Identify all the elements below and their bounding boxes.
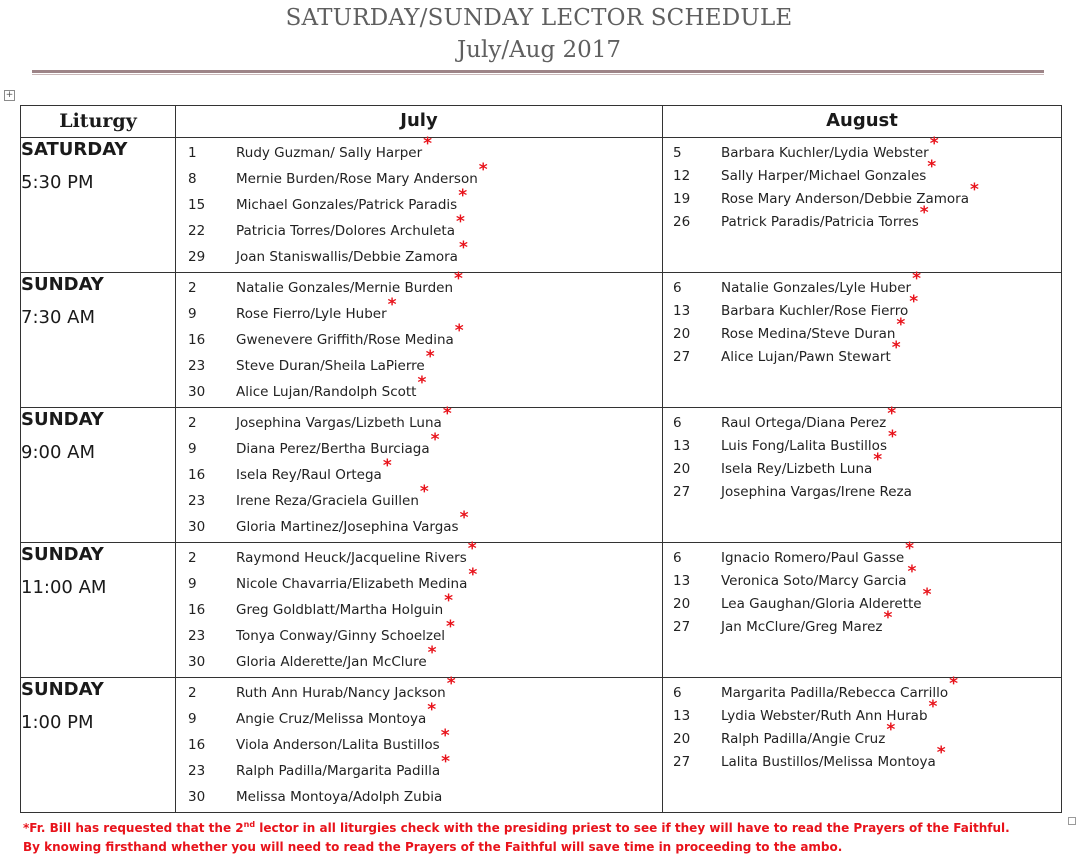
entry-date: 2 bbox=[188, 280, 197, 296]
entry-lectors: Alice Lujan/Pawn Stewart bbox=[721, 349, 891, 365]
august-assignments-cell bbox=[663, 539, 1062, 678]
lector-entry bbox=[176, 643, 662, 677]
prayers-of-faithful-asterisk: * bbox=[896, 315, 906, 335]
lector-entry bbox=[176, 674, 662, 708]
entry-date: 13 bbox=[673, 708, 691, 724]
prayers-of-faithful-asterisk: * bbox=[417, 373, 427, 393]
entry-lectors: Josephina Vargas/Irene Reza bbox=[721, 484, 912, 500]
prayers-of-faithful-asterisk: * bbox=[905, 539, 915, 559]
prayers-of-faithful-asterisk: * bbox=[936, 743, 946, 763]
lector-entry bbox=[176, 373, 662, 407]
prayers-of-faithful-asterisk: * bbox=[891, 338, 901, 358]
prayers-of-faithful-asterisk: * bbox=[907, 562, 917, 582]
lector-entry bbox=[176, 321, 662, 355]
lector-entry bbox=[663, 585, 1061, 616]
entry-lectors: Luis Fong/Lalita Bustillos bbox=[721, 438, 887, 454]
lector-entry bbox=[663, 203, 1061, 234]
prayers-of-faithful-asterisk: * bbox=[427, 643, 437, 663]
lector-entry bbox=[176, 752, 662, 786]
prayers-of-faithful-asterisk: * bbox=[456, 212, 465, 232]
entry-date: 6 bbox=[673, 685, 682, 701]
liturgy-day: SUNDAY bbox=[21, 679, 104, 700]
entry-date: 2 bbox=[188, 685, 197, 701]
liturgy-row bbox=[21, 678, 1062, 813]
entry-lectors: Natalie Gonzales/Lyle Huber bbox=[721, 280, 912, 296]
liturgy-cell bbox=[21, 138, 176, 273]
lector-entry bbox=[663, 539, 1061, 570]
lector-entry bbox=[663, 720, 1061, 751]
lector-entry bbox=[663, 292, 1061, 323]
entry-lectors: Gwenevere Griffith/Rose Medina bbox=[236, 332, 454, 348]
entry-lectors: Angie Cruz/Melissa Montoya bbox=[236, 711, 427, 727]
entry-date: 2 bbox=[188, 550, 197, 566]
august-assignments-cell bbox=[663, 134, 1062, 273]
prayers-of-faithful-asterisk: * bbox=[419, 482, 429, 502]
entry-lectors: Lydia Webster/Ruth Ann Hurab bbox=[721, 708, 928, 724]
prayers-of-faithful-asterisk: * bbox=[454, 269, 463, 289]
entry-date: 23 bbox=[188, 628, 206, 644]
entry-date: 2 bbox=[188, 415, 197, 431]
lector-entry bbox=[663, 608, 1061, 639]
entry-lectors: Steve Duran/Sheila LaPierre bbox=[236, 358, 425, 374]
entry-lectors: Rose Mary Anderson/Debbie Zamora bbox=[721, 191, 969, 207]
entry-lectors: Ralph Padilla/Angie Cruz bbox=[721, 731, 886, 747]
entry-lectors: Raul Ortega/Diana Perez bbox=[721, 415, 887, 431]
entry-date: 13 bbox=[673, 573, 691, 589]
table-resize-handle[interactable] bbox=[1068, 817, 1076, 825]
lector-entry bbox=[176, 565, 662, 599]
footnote-line-1: *Fr. Bill has requested that the 2nd lector in all liturgies check with the presiding priest to see if they will have to read the Prayers of the Faithful. bbox=[23, 820, 1010, 835]
lector-entry bbox=[663, 450, 1061, 481]
entry-date: 30 bbox=[188, 654, 206, 670]
lector-entry bbox=[176, 482, 662, 516]
liturgy-time: 1:00 PM bbox=[21, 712, 94, 733]
prayers-of-faithful-asterisk: * bbox=[458, 186, 468, 206]
entry-date: 30 bbox=[188, 789, 206, 805]
liturgy-time: 5:30 PM bbox=[21, 172, 94, 193]
entry-date: 9 bbox=[188, 711, 197, 727]
prayers-of-faithful-asterisk: * bbox=[425, 347, 435, 367]
liturgy-day: SUNDAY bbox=[21, 544, 104, 565]
entry-date: 23 bbox=[188, 358, 206, 374]
prayers-of-faithful-asterisk: * bbox=[446, 674, 456, 694]
liturgy-time: 7:30 AM bbox=[21, 307, 95, 328]
lector-entry bbox=[663, 674, 1061, 705]
entry-lectors: Rudy Guzman/ Sally Harper bbox=[236, 145, 423, 161]
lector-entry bbox=[176, 700, 662, 734]
lector-entry bbox=[176, 160, 662, 194]
entry-lectors: Margarita Padilla/Rebecca Carrillo bbox=[721, 685, 949, 701]
prayers-of-faithful-asterisk: * bbox=[927, 157, 937, 177]
entry-date: 30 bbox=[188, 384, 206, 400]
entry-date: 9 bbox=[188, 441, 197, 457]
prayers-of-faithful-asterisk: * bbox=[446, 617, 455, 637]
liturgy-day: SUNDAY bbox=[21, 274, 104, 295]
entry-date: 27 bbox=[673, 754, 691, 770]
entry-date: 13 bbox=[673, 438, 691, 454]
prayers-of-faithful-asterisk: * bbox=[459, 508, 469, 528]
liturgy-cell bbox=[21, 543, 176, 678]
prayers-of-faithful-asterisk: * bbox=[928, 697, 938, 717]
entry-lectors: Ruth Ann Hurab/Nancy Jackson bbox=[236, 685, 446, 701]
entry-date: 23 bbox=[188, 493, 206, 509]
prayers-of-faithful-asterisk: * bbox=[442, 404, 452, 424]
entry-date: 22 bbox=[188, 223, 206, 239]
prayers-of-faithful-asterisk: * bbox=[887, 404, 897, 424]
entry-lectors: Jan McClure/Greg Marez bbox=[721, 619, 883, 635]
entry-date: 30 bbox=[188, 519, 206, 535]
entry-date: 13 bbox=[673, 303, 691, 319]
entry-lectors: Ralph Padilla/Margarita Padilla bbox=[236, 763, 441, 779]
title-rule bbox=[32, 70, 1044, 73]
lector-entry bbox=[663, 697, 1061, 728]
entry-lectors: Patrick Paradis/Patricia Torres bbox=[721, 214, 919, 230]
august-assignments-cell bbox=[663, 404, 1062, 543]
prayers-of-faithful-asterisk: * bbox=[468, 565, 478, 585]
liturgy-time: 11:00 AM bbox=[21, 577, 107, 598]
entry-lectors: Irene Reza/Graciela Guillen bbox=[236, 493, 419, 509]
entry-date: 26 bbox=[673, 214, 691, 230]
entry-lectors: Michael Gonzales/Patrick Paradis bbox=[236, 197, 458, 213]
lector-entry bbox=[663, 338, 1061, 369]
prayers-of-faithful-asterisk: * bbox=[912, 269, 921, 289]
entry-date: 27 bbox=[673, 484, 691, 500]
entry-date: 6 bbox=[673, 550, 682, 566]
entry-date: 1 bbox=[188, 145, 197, 161]
entry-lectors: Greg Goldblatt/Martha Holguin bbox=[236, 602, 444, 618]
prayers-of-faithful-asterisk: * bbox=[949, 674, 959, 694]
entry-date: 16 bbox=[188, 737, 206, 753]
lector-entry bbox=[663, 315, 1061, 346]
entry-date: 6 bbox=[673, 415, 682, 431]
entry-date: 20 bbox=[673, 461, 691, 477]
lector-entry bbox=[663, 562, 1061, 593]
lector-entry bbox=[663, 134, 1061, 165]
lector-entry bbox=[663, 743, 1061, 774]
prayers-of-faithful-asterisk: * bbox=[423, 134, 433, 154]
entry-lectors: Ignacio Romero/Paul Gasse bbox=[721, 550, 905, 566]
entry-date: 9 bbox=[188, 576, 197, 592]
prayers-of-faithful-asterisk: * bbox=[467, 539, 477, 559]
entry-date: 27 bbox=[673, 619, 691, 635]
header-july: July bbox=[176, 106, 663, 138]
lector-entry bbox=[176, 238, 662, 272]
prayers-of-faithful-asterisk: * bbox=[969, 180, 979, 200]
entry-date: 16 bbox=[188, 467, 206, 483]
entry-lectors: Sally Harper/Michael Gonzales bbox=[721, 168, 927, 184]
schedule-title: SATURDAY/SUNDAY LECTOR SCHEDULE bbox=[285, 5, 793, 31]
liturgy-day: SATURDAY bbox=[21, 139, 128, 160]
prayers-of-faithful-asterisk: * bbox=[427, 700, 437, 720]
entry-lectors: Barbara Kuchler/Rose Fierro bbox=[721, 303, 909, 319]
entry-lectors: Joan Staniswallis/Debbie Zamora bbox=[236, 249, 458, 265]
lector-entry bbox=[176, 591, 662, 625]
lector-entry bbox=[663, 427, 1061, 458]
prayers-of-faithful-asterisk: * bbox=[382, 456, 392, 476]
prayers-of-faithful-asterisk: * bbox=[919, 203, 929, 223]
footnote-line-2: By knowing firsthand whether you will need to read the Prayers of the Faithful will save time in proceeding to the ambo. bbox=[23, 840, 843, 854]
entry-lectors: Gloria Martinez/Josephina Vargas bbox=[236, 519, 459, 535]
entry-lectors: Melissa Montoya/Adolph Zubia bbox=[236, 789, 443, 805]
prayers-of-faithful-asterisk: * bbox=[430, 430, 440, 450]
liturgy-time: 9:00 AM bbox=[21, 442, 95, 463]
entry-lectors: Barbara Kuchler/Lydia Webster bbox=[721, 145, 929, 161]
prayers-of-faithful-asterisk: * bbox=[886, 720, 896, 740]
entry-lectors: Natalie Gonzales/Mernie Burden bbox=[236, 280, 454, 296]
lector-entry bbox=[663, 269, 1061, 300]
entry-date: 29 bbox=[188, 249, 206, 265]
prayers-of-faithful-asterisk: * bbox=[444, 591, 454, 611]
entry-lectors: Rose Fierro/Lyle Huber bbox=[236, 306, 387, 322]
prayers-of-faithful-asterisk: * bbox=[454, 321, 464, 341]
entry-lectors: Lea Gaughan/Gloria Alderette bbox=[721, 596, 922, 612]
entry-lectors: Isela Rey/Raul Ortega bbox=[236, 467, 382, 483]
july-assignments-cell bbox=[176, 134, 663, 273]
entry-date: 20 bbox=[673, 731, 691, 747]
entry-lectors: Veronica Soto/Marcy Garcia bbox=[721, 573, 907, 589]
entry-lectors: Diana Perez/Bertha Burciaga bbox=[236, 441, 430, 457]
entry-lectors: Rose Medina/Steve Duran bbox=[721, 326, 896, 342]
august-assignments-cell bbox=[663, 674, 1062, 813]
liturgy-cell bbox=[21, 408, 176, 543]
liturgy-cell bbox=[21, 678, 176, 813]
entry-lectors: Alice Lujan/Randolph Scott bbox=[236, 384, 417, 400]
prayers-of-faithful-asterisk: * bbox=[922, 585, 932, 605]
header-liturgy: Liturgy bbox=[21, 106, 176, 138]
entry-lectors: Josephina Vargas/Lizbeth Luna bbox=[236, 415, 442, 431]
entry-date: 20 bbox=[673, 326, 691, 342]
lector-entry bbox=[176, 212, 662, 246]
entry-date: 9 bbox=[188, 306, 197, 322]
table-header-row bbox=[21, 106, 1062, 138]
entry-lectors: Isela Rey/Lizbeth Luna bbox=[721, 461, 873, 477]
july-assignments-cell bbox=[176, 404, 663, 543]
prayers-of-faithful-asterisk: * bbox=[873, 450, 883, 470]
lector-entry bbox=[176, 617, 662, 651]
entry-date: 16 bbox=[188, 602, 206, 618]
prayers-of-faithful-asterisk: * bbox=[387, 295, 397, 315]
lector-schedule-table bbox=[20, 105, 1062, 813]
lector-entry bbox=[176, 539, 662, 573]
entry-date: 27 bbox=[673, 349, 691, 365]
prayers-of-faithful-asterisk: * bbox=[440, 726, 450, 746]
table-move-handle-icon[interactable]: + bbox=[5, 90, 14, 100]
august-assignments-cell bbox=[663, 269, 1062, 408]
prayers-of-faithful-asterisk: * bbox=[441, 752, 450, 772]
lector-entry bbox=[176, 404, 662, 438]
entry-date: 23 bbox=[188, 763, 206, 779]
prayers-of-faithful-asterisk: * bbox=[478, 160, 488, 180]
title-rule-thin bbox=[32, 74, 1044, 75]
header-august: August bbox=[663, 106, 1062, 138]
lector-entry bbox=[663, 404, 1061, 435]
july-assignments-cell bbox=[176, 269, 663, 408]
prayers-of-faithful-asterisk: * bbox=[887, 427, 897, 447]
entry-lectors: Nicole Chavarria/Elizabeth Medina bbox=[236, 576, 468, 592]
entry-date: 15 bbox=[188, 197, 206, 213]
entry-lectors: Viola Anderson/Lalita Bustillos bbox=[236, 737, 440, 753]
footnote bbox=[23, 819, 1063, 857]
entry-date: 16 bbox=[188, 332, 206, 348]
entry-date: 19 bbox=[673, 191, 691, 207]
schedule-subtitle: July/Aug 2017 bbox=[456, 37, 622, 63]
lector-entry bbox=[176, 786, 662, 812]
entry-date: 12 bbox=[673, 168, 691, 184]
prayers-of-faithful-asterisk: * bbox=[929, 134, 939, 154]
lector-entry bbox=[663, 180, 1061, 211]
lector-entry bbox=[176, 269, 662, 303]
prayers-of-faithful-asterisk: * bbox=[458, 238, 468, 258]
lector-entry bbox=[176, 134, 662, 168]
liturgy-row bbox=[21, 273, 1062, 408]
lector-entry bbox=[176, 726, 662, 760]
entry-lectors: Raymond Heuck/Jacqueline Rivers bbox=[236, 550, 467, 566]
lector-entry bbox=[176, 186, 662, 220]
lector-entry bbox=[663, 481, 1061, 504]
liturgy-row bbox=[21, 408, 1062, 543]
liturgy-row bbox=[21, 543, 1062, 678]
entry-date: 8 bbox=[188, 171, 197, 187]
prayers-of-faithful-asterisk: * bbox=[883, 608, 893, 628]
liturgy-day: SUNDAY bbox=[21, 409, 104, 430]
entry-lectors: Tonya Conway/Ginny Schoelzel bbox=[236, 628, 446, 644]
lector-entry bbox=[176, 430, 662, 464]
entry-lectors: Patricia Torres/Dolores Archuleta bbox=[236, 223, 455, 239]
liturgy-row bbox=[21, 138, 1062, 273]
entry-lectors: Gloria Alderette/Jan McClure bbox=[236, 654, 427, 670]
entry-lectors: Mernie Burden/Rose Mary Anderson bbox=[236, 171, 478, 187]
liturgy-cell bbox=[21, 273, 176, 408]
lector-entry bbox=[663, 157, 1061, 188]
lector-entry bbox=[176, 508, 662, 542]
july-assignments-cell bbox=[176, 674, 663, 813]
prayers-of-faithful-asterisk: * bbox=[909, 292, 919, 312]
entry-date: 20 bbox=[673, 596, 691, 612]
entry-date: 6 bbox=[673, 280, 682, 296]
lector-entry bbox=[176, 295, 662, 329]
july-assignments-cell bbox=[176, 539, 663, 678]
entry-date: 5 bbox=[673, 145, 682, 161]
entry-lectors: Lalita Bustillos/Melissa Montoya bbox=[721, 754, 936, 770]
